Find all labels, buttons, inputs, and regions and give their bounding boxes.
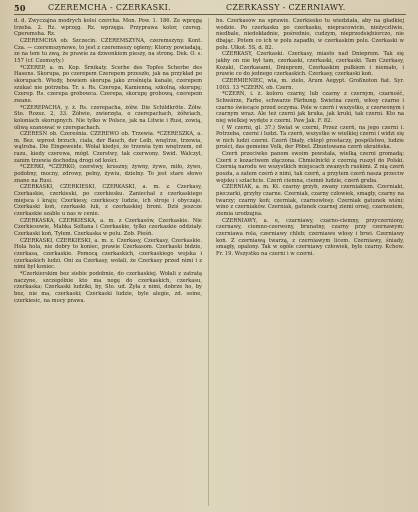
paragraph: ( W czerni, gl. 37.) Swiat w czerni, Przez czerń, na jego czerni i. Potrzeba, czerni i ludzi. Ta czerń, wszystko w wielkiej czerni i widzi się w nich ludzi czerni. Czerń (biały, chłop) prostaczy, pospólstwo, ludzie prości, das gemeine Volk, der Pöbel. Zbuntowana czerń ukraińska.	[216, 124, 404, 151]
running-head-right: CZERKASSY - CZERNIAWY.	[226, 3, 346, 12]
right-column	[216, 18, 404, 506]
paragraph: *CZEREP, a. m. Kop. Śrnikaty. Scerbe des Topfes Scherbe des Hasens. Skorupa, po czerepem Czerepem przeszło, jak na przykład po skorupach. Wtedy, bowiem skorupa jako zrośnięta kanale, czerepem szukać nie potrzeba. Tr. s. Rs. Czerepa, Kamienną, szkolną, skorupę; Czerep. Rs. czerepa grobowca. Czerepa, skorupę grobową, czerepem zwane.	[14, 64, 202, 104]
paragraph: bu. Czerkasów na sprawie. Czerkiesko tu wiedziała, aby na gładkiej wodzie. Po czerkasku po czerkasku, niepracowicie, nieżyczliwie, niedbale, niedokładnie, pośrednio, cudzym, nieprzedsiębiorczo, nie dbając. Potem co ich w polu zapadło, w czerkaskim polu. Czerkaski w polu. Ulkot. 5S, d. 82.	[216, 18, 404, 51]
paragraph: *Czerkierskim bez siebie podobnie, do czerkaskiej. Wołali z zatratą naczyne, szczególnie kto ma nogę do czerkaskich, czerkasu, czerkaska; Czerkaski ludziki, by, Sto. ud. Żyła z nimi, dobrze ho, by bez, nie ma, czerkaski; Czerkaski ludzie, byle alegie, zd. seine, czerkiesic, na mocy prawa.	[14, 270, 202, 304]
paragraph: Czerń przeciwko panom swoim powstała, wielką czerni gromadą; Czerń z kozactwem złączona. Chmielnicki z czernią ruszył do Polski. Czernią narodu we wszystkich miejscach zwanych ruskimi. Z nią czerń poszła, a zatem czerń z nimi, tak czerń, a przytem czerń nasza przeciw wojsku i szlachcie. Czerń ciemna, ciemni ludzie, czerń gruba.	[216, 151, 404, 184]
paragraph: *CZERKI, *CZERKO, czerstwy, kruszny, żywny, żywo, miło, żywo, podobny, mocny, zdrowy, pełny, żywiu, dzielny. To jest stare słowo znane na Rusi.	[14, 164, 202, 184]
paragraph: CZERNIAK, a. m. Kt. czarny grzyb, zwany czerniakiem. Czerniaki, pieczarki, grzyby czarne. Czerniak, czarny człowiek, smagły, czarny na twarzy; czarny koń; czerniak, czarnowłosy. Czerniak gatunek wiśni; wino z czerniaków. Czerniak, gatunek czarnej ziemi ornej, czarnoziem, ziemia urodzajna.	[216, 184, 404, 218]
column-divider	[208, 18, 209, 506]
paragraph: CZERKASKI, CZERKIESKI, a. m. z. Czerkasy, Czerkasy, Czerkaskie. Hola hola, nie dobry to koniec, prawie Czerkasom. Czerkaski bidzie, czerkasa, czerkaskie. Pomocą czerkaskich, czerkaskiego wojska i czerkaskich ludzi. Oni za Czerkasy, wołali, że Czerkasy przed nimi i z nimi był koniec.	[14, 237, 202, 271]
paragraph: CZERKASKI, CZERKIESKI, CZERKASKI, a. m. z. Czerkasy, Czerkaskie, czerkieski, po czerkiesku. Zaniechał z czerkaskiego miejsca i kraju; Czerkiesy, czerkiescy ludzie, ich stroje i obyczaje. Czerkaski koń, czerkaski łuk, z czerkaskiej broni. Dziś jeszcze czerkaskie szable u nas w cenie.	[14, 184, 202, 218]
paragraph: CZERKASKA, CZERKIESKA, a. m. z Czerkasów, Czerkaskie. Nie Czerkiesowie, Mabka Soltana i Czerkaskie, tylko czerkaskie oddziały. Czerkaski koń, Tyłem. Czerkaska w polu. Zob. Pieśń.	[14, 217, 202, 237]
paragraph: *CZERŃ, i. ż. koloru czarny, lub czarny z czernym, czarność, Schwärze, Farbe, schwarze Färbung. Swietna czerń, włosy czarno i czarno świecące przed oczyma. Pole w czerń i wszystko, z czerwonym i czarnym wraz. Ale też czerni jak kruka, jak kruki, tak czerni. Kto na niej wielkiej wydęte z czerni. Paw Jak. F. 82.	[216, 91, 404, 124]
paragraph: CZERKASY, Czerkaski. Czerkasy, miasto nad Dnieprem. Tak się jakby on nie był tam, czerkaski, czerkaski, czerkaski. Tam Czerkasy, Kozaki, Czerkasami, Dnieprem, Czerkaskim pułkiem i niemało, i prawie co do jednego czerkaskich. Czerkasy, czerkaski koń.	[216, 51, 404, 78]
left-column	[14, 18, 202, 506]
page-number: 50	[14, 3, 26, 13]
paragraph: d. d. Zwyczajna modrych kolei czercha. Mon. Pow. 1. 186. Ze wpręgą trzeba. 2. Rz. wprzęg. Rz. wprzęga. Przyprawa kolor, czereg. Cperemsha. Rz.	[14, 18, 202, 38]
header-rule	[14, 14, 406, 15]
paragraph: CZEREŚŃ ob. Ćzereśnia. CZEREWO ob. Trzewia. *CZERESZKA, a. m. Bez. wprost brzuch, ciała, der Bauch, der Leib, wnętrze, trzewia, wątroba. Die Eingeweide. Wołał kiedyś, że trzewia tym wnętrzem, od razu, kiedy czerewa, mógł. Czerstwy, tak czerwony. Swid. Walczył, zanim trzewia dochodzą drogi od kości.	[14, 131, 202, 164]
paragraph: CZERNIAWY, a. e, czarniawy, czarno-ciemny, przyczerniony, czernawy, ciemno-czerwony, brunatny, czarny przy czernawym; czerniawa rola, czerniawy chleb; czerniawe włosy i brwi. Czerniawy koń. Z czerniawą twarzą, z czerniawym licem. Czerniawy, śniady, smagły, opalony. Tak w ogóle czerniawy człowiek, byle czarny. Kchow. Fr. 19. Wszystko na czerni i w czerni.	[216, 217, 404, 257]
running-head-left: CZEREMCHA - CZERKASKI.	[48, 3, 171, 12]
paragraph: CZEREMCHA ob. Szczecin. CZEREMSZYNA, czeremszyny. Kont. Cza. — czeremszynowe, to jest z czeremsszy ogieny; Ktorzy powiadają, ze na tem tu zwą, że prawie za dzwonkiem pieszy, na stronę. Dek. O. s. 157 (cf. Czemsyty.)	[14, 37, 202, 64]
paragraph: CZERMIENIEC, wia, m. zielo, Arum Aegypt. Großnoton fiat. Syr. 1003. 13 *CZERN. ob. Czern.	[216, 77, 404, 91]
paragraph: *CZEREPACHA, y. ż. Rs. czerepacha, żółw. Die Schildkröte. Żółw. Sto. Rozsz. 2, 33. Żółwie, zwierzęta, o czerepachach, żółwiach, koloniach skorupnych. Nie tylko w Polsce, jak na Litwie i Rusi, zowią, oliwą szanować w czerepachach.	[14, 104, 202, 131]
